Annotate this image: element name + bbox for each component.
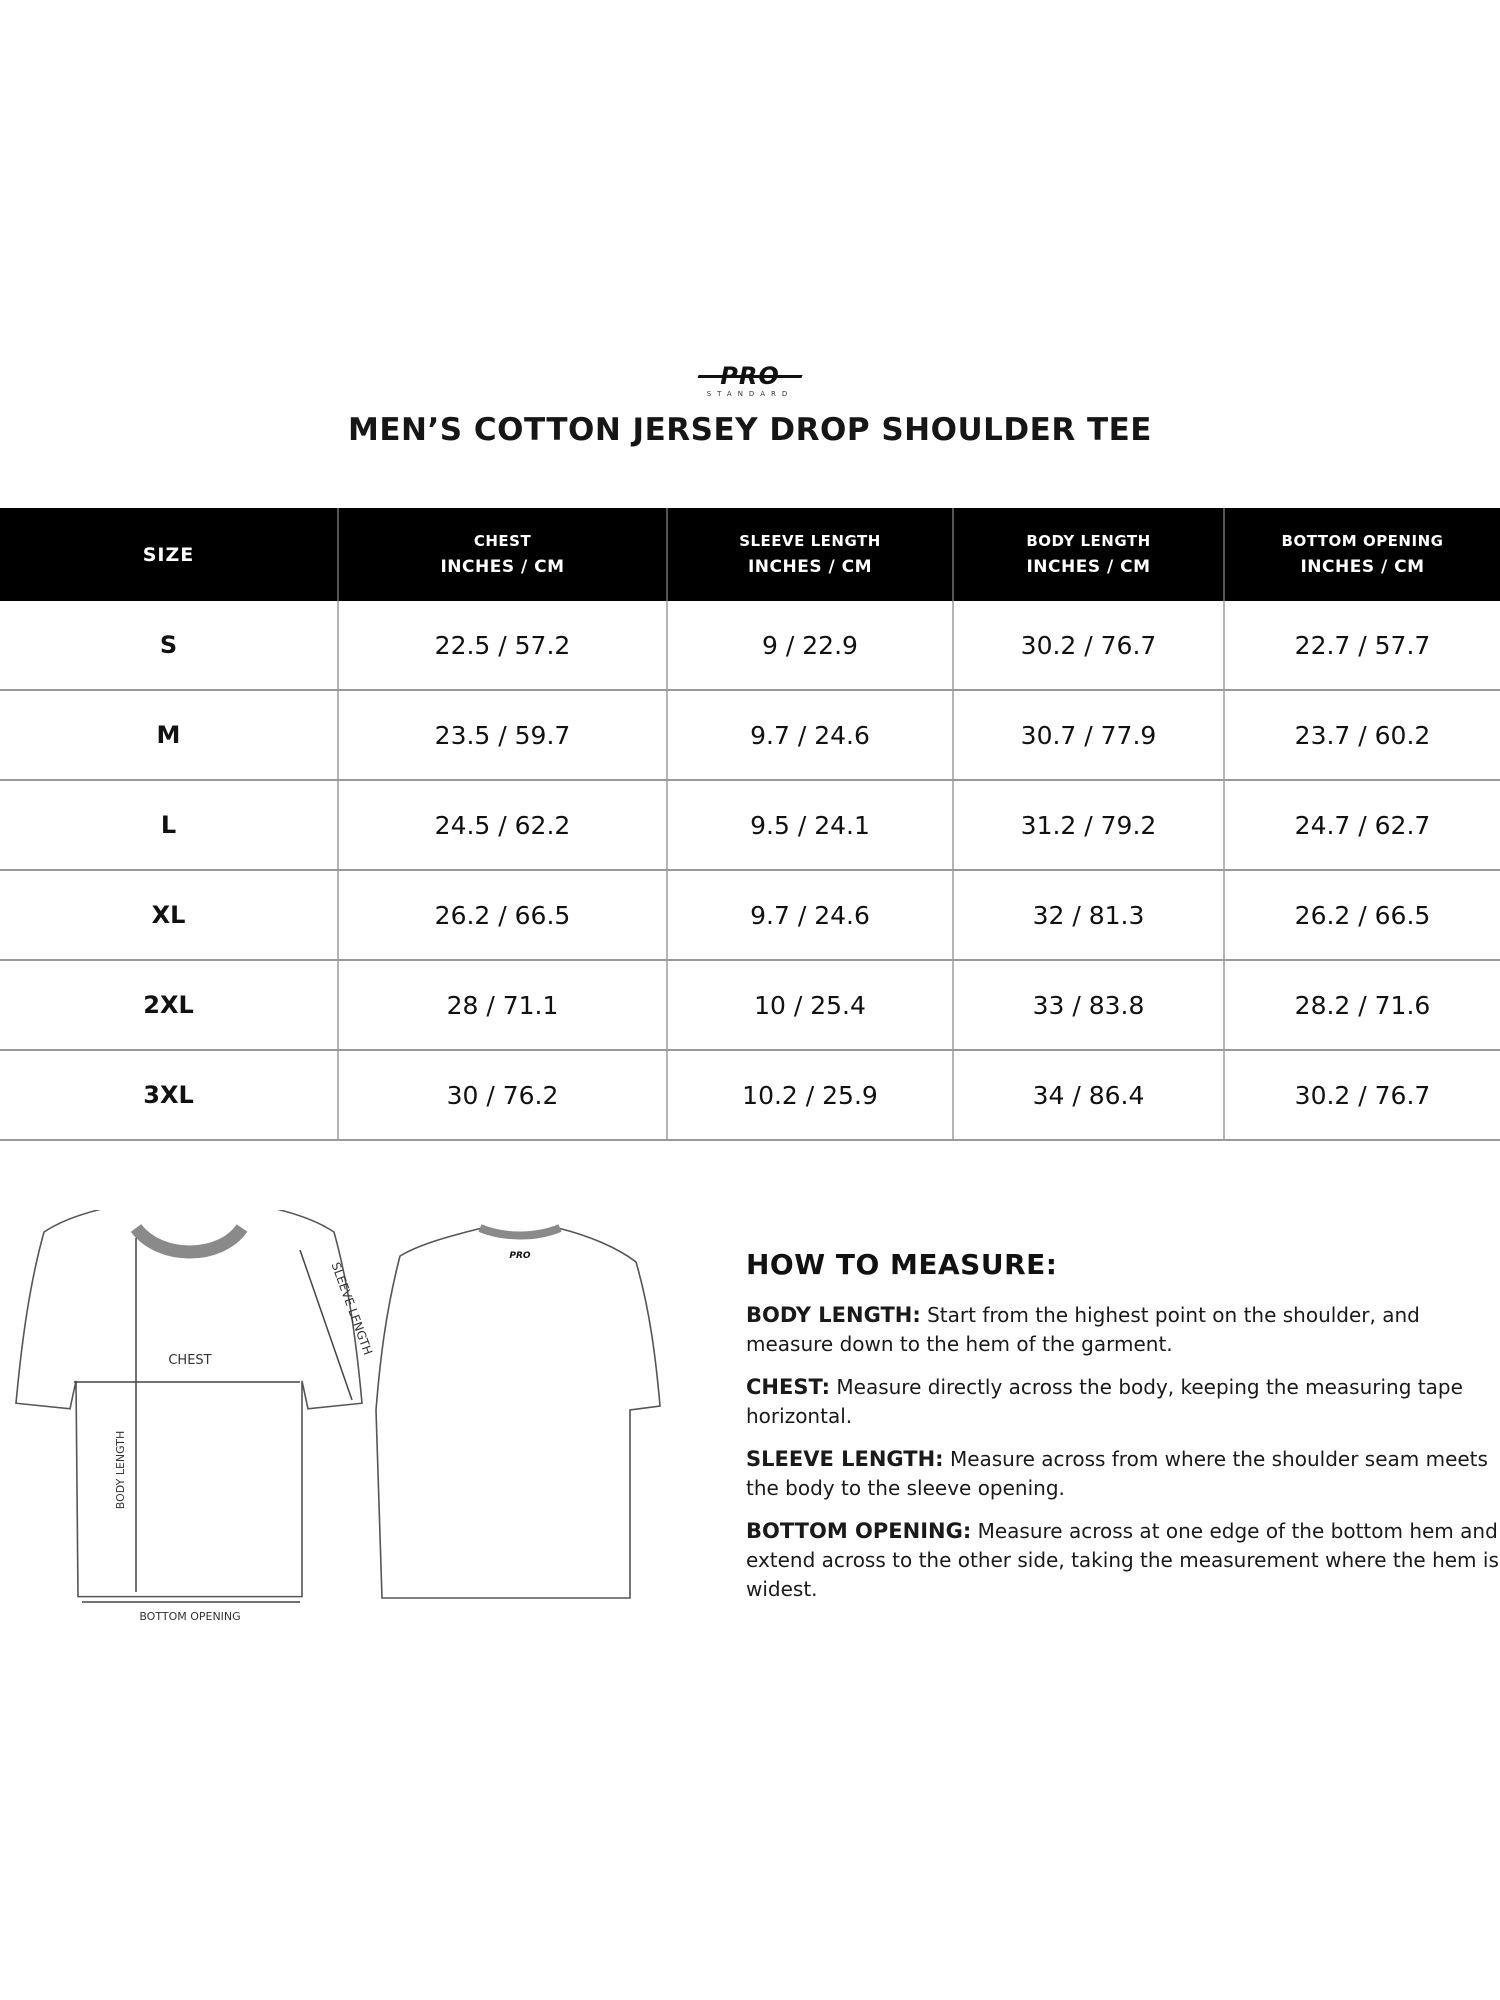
- how-to-measure-section: [746, 1248, 1500, 1618]
- body-cell: 30.7 / 77.9: [953, 690, 1224, 780]
- header-chest-units: INCHES / CM: [440, 557, 565, 577]
- body-length-label: BODY LENGTH: [114, 1430, 127, 1510]
- measure-term: CHEST:: [746, 1375, 831, 1399]
- measure-term: SLEEVE LENGTH:: [746, 1447, 944, 1471]
- measure-item-chest: [746, 1373, 1500, 1431]
- page-title: MEN’S COTTON JERSEY DROP SHOULDER TEE: [348, 412, 1152, 448]
- chest-cell: 23.5 / 59.7: [338, 690, 667, 780]
- back-collar: [480, 1228, 560, 1236]
- body-cell: 34 / 86.4: [953, 1050, 1224, 1140]
- header-body-label: BODY LENGTH: [1026, 532, 1151, 550]
- header-bottom-opening: [1224, 508, 1500, 601]
- table-row: [0, 601, 1500, 690]
- measure-text: Start from the highest point on the shoulder, and measure down to the hem of the garment.: [746, 1303, 1420, 1356]
- measurement-diagram: [10, 1210, 720, 1640]
- body-cell: 32 / 81.3: [953, 870, 1224, 960]
- header-size-label: SIZE: [142, 543, 195, 566]
- back-tee-illustration: [376, 1228, 660, 1598]
- size-cell: L: [0, 780, 338, 870]
- measure-item-bottom-opening: [746, 1517, 1500, 1604]
- measure-text: Measure across from where the shoulder seam meets the body to the sleeve opening.: [746, 1447, 1488, 1500]
- header-bottom-label: BOTTOM OPENING: [1281, 532, 1444, 550]
- bottom-cell: 28.2 / 71.6: [1224, 960, 1500, 1050]
- chest-cell: 28 / 71.1: [338, 960, 667, 1050]
- measure-item-sleeve-length: [746, 1445, 1500, 1503]
- table-row: [0, 960, 1500, 1050]
- sleeve-length-label: SLEEVE LENGTH: [328, 1260, 376, 1357]
- brand-logo: [690, 362, 810, 402]
- measure-term: BODY LENGTH:: [746, 1303, 921, 1327]
- table-row: [0, 780, 1500, 870]
- bottom-opening-label: BOTTOM OPENING: [139, 1610, 241, 1623]
- size-chart-table: [0, 508, 1500, 1141]
- size-cell: S: [0, 601, 338, 690]
- front-collar: [136, 1228, 242, 1252]
- how-to-measure-heading: HOW TO MEASURE:: [746, 1248, 1058, 1281]
- header-body-length: [953, 508, 1224, 601]
- body-cell: 30.2 / 76.7: [953, 601, 1224, 690]
- chest-cell: 30 / 76.2: [338, 1050, 667, 1140]
- measure-item-body-length: [746, 1301, 1500, 1359]
- measure-term: BOTTOM OPENING:: [746, 1519, 972, 1543]
- chest-cell: 22.5 / 57.2: [338, 601, 667, 690]
- sleeve-cell: 9.7 / 24.6: [667, 870, 953, 960]
- bottom-cell: 23.7 / 60.2: [1224, 690, 1500, 780]
- measure-text: Measure across at one edge of the bottom hem and extend across to the other side, taking the measurement where the hem is widest.: [746, 1519, 1499, 1601]
- header-chest: [338, 508, 667, 601]
- bottom-cell: 30.2 / 76.7: [1224, 1050, 1500, 1140]
- front-tee-illustration: [16, 1210, 362, 1597]
- header-sleeve-units: INCHES / CM: [747, 557, 873, 577]
- sleeve-cell: 10 / 25.4: [667, 960, 953, 1050]
- bottom-cell: 26.2 / 66.5: [1224, 870, 1500, 960]
- table-row: [0, 690, 1500, 780]
- sleeve-cell: 9.7 / 24.6: [667, 690, 953, 780]
- chest-cell: 24.5 / 62.2: [338, 780, 667, 870]
- back-logo: PRO: [509, 1251, 531, 1261]
- header-bottom-units: INCHES / CM: [1300, 557, 1425, 577]
- measure-text: Measure directly across the body, keeping the measuring tape horizontal.: [746, 1375, 1463, 1428]
- body-cell: 31.2 / 79.2: [953, 780, 1224, 870]
- table-row: [0, 1050, 1500, 1140]
- sleeve-cell: 10.2 / 25.9: [667, 1050, 953, 1140]
- chest-cell: 26.2 / 66.5: [338, 870, 667, 960]
- logo-subtext: STANDARD: [706, 390, 794, 398]
- size-cell: 3XL: [0, 1050, 338, 1140]
- size-cell: M: [0, 690, 338, 780]
- header-size: [0, 508, 338, 601]
- body-cell: 33 / 83.8: [953, 960, 1224, 1050]
- header-sleeve-label: SLEEVE LENGTH: [739, 532, 881, 550]
- chest-label: CHEST: [168, 1353, 212, 1368]
- size-cell: XL: [0, 870, 338, 960]
- sleeve-cell: 9.5 / 24.1: [667, 780, 953, 870]
- bottom-cell: 22.7 / 57.7: [1224, 601, 1500, 690]
- sleeve-cell: 9 / 22.9: [667, 601, 953, 690]
- table-header-row: [0, 508, 1500, 601]
- header-body-units: INCHES / CM: [1026, 557, 1151, 577]
- header-sleeve-length: [667, 508, 953, 601]
- size-cell: 2XL: [0, 960, 338, 1050]
- header-chest-label: CHEST: [473, 532, 532, 550]
- logo-text: PRO: [720, 362, 780, 390]
- bottom-cell: 24.7 / 62.7: [1224, 780, 1500, 870]
- table-row: [0, 870, 1500, 960]
